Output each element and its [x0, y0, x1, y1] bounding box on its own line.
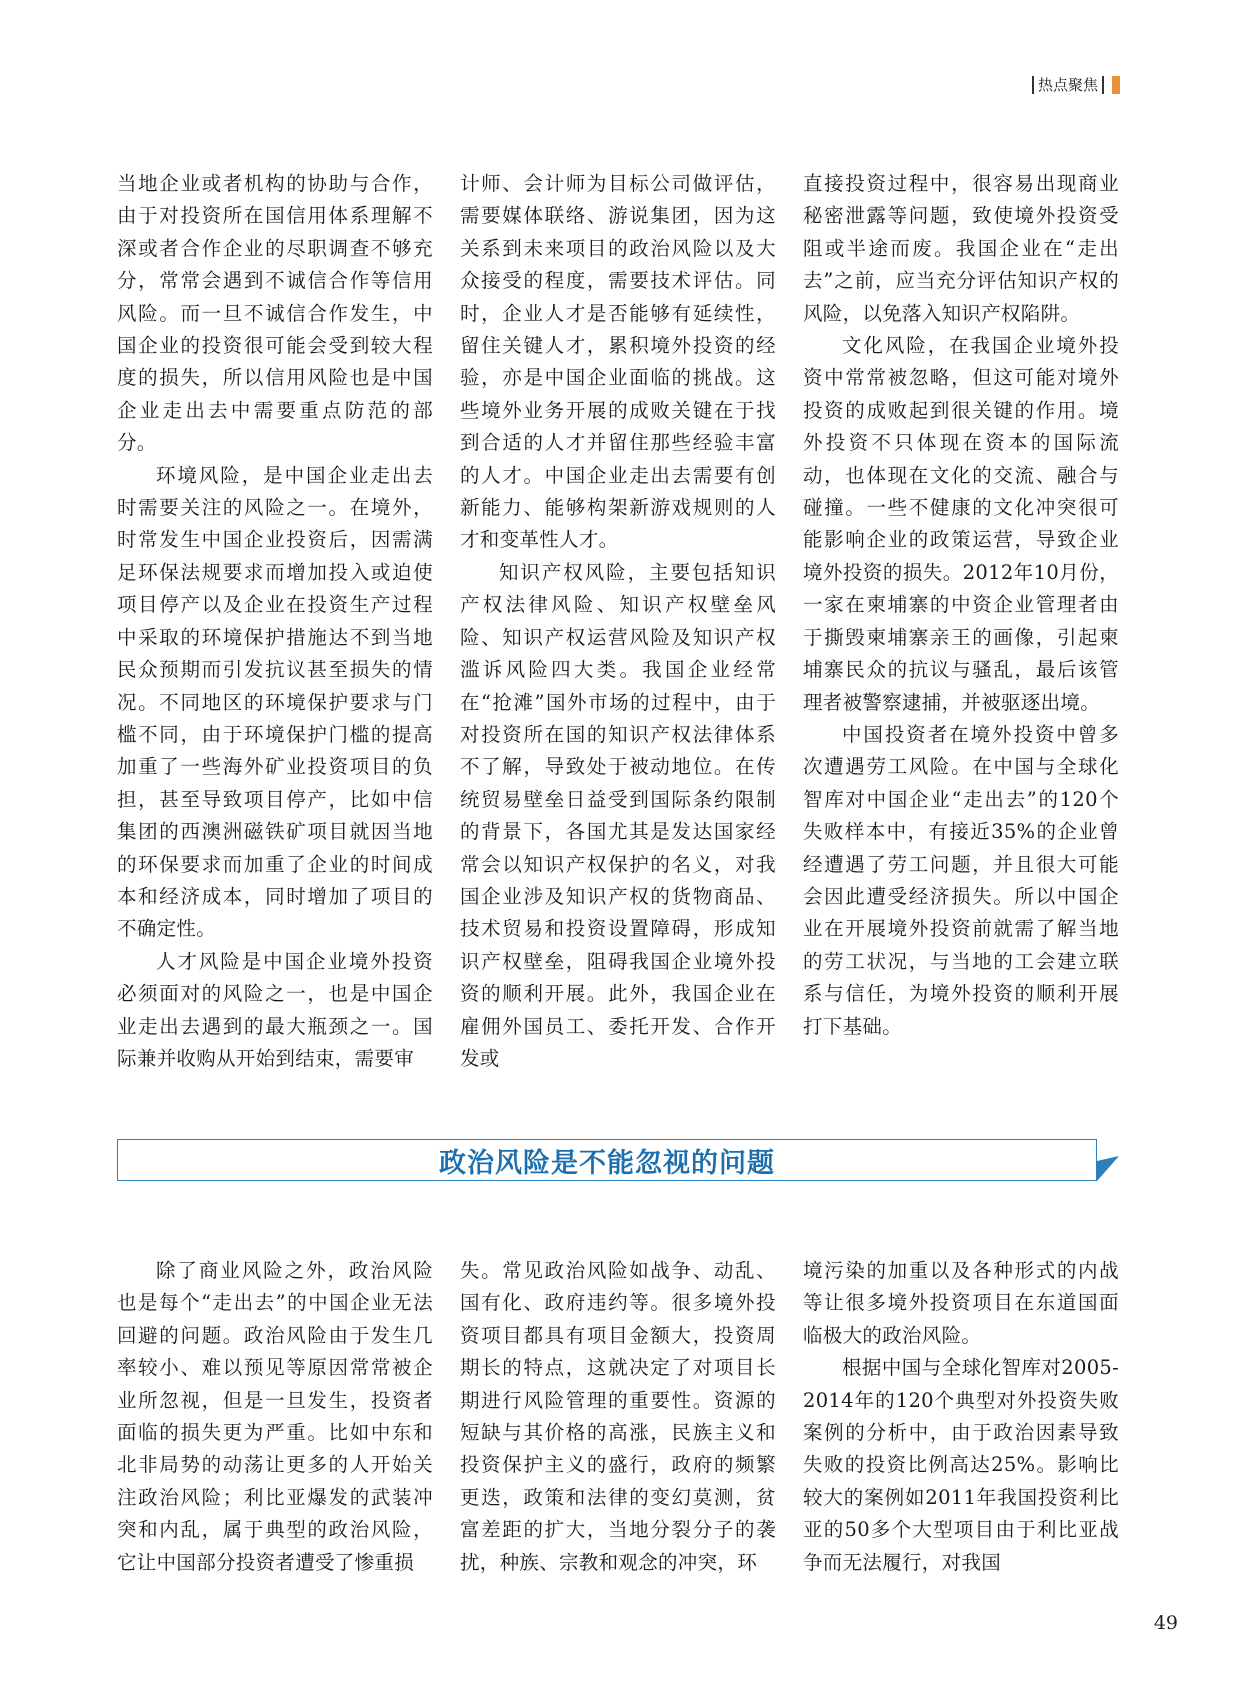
paragraph: 当地企业或者机构的协助与合作，由于对投资所在国信用体系理解不深或者合作企业的尽职调查不够充分，常常会遇到不诚信合作等信用风险。而一旦不诚信合作发生，中国企业的投资很可能会受到较大程度的损失，所以信用风险也是中国企业走出去中需要重点防范的部分。 [117, 172, 433, 455]
paragraph: 失。常见政治风险如战争、动乱、国有化、政府违约等。很多境外投资项目都具有项目金额大，投资周期长的特点，这就决定了对项目长期进行风险管理的重要性。资源的短缺与其价格的高涨，民族主义和投资保护主义的盛行，政府的频繁更迭，政策和法律的变幻莫测，贫富差距的扩大，当地分裂分子的袭扰，种族、宗教和观念的冲突，环 [460, 1259, 776, 1574]
paragraph: 境污染的加重以及各种形式的内战等让很多境外投资项目在东道国面临极大的政治风险。 [803, 1259, 1119, 1347]
section-tag-label: 热点聚焦 [1037, 76, 1098, 94]
tag-bar-left [1032, 76, 1034, 94]
tag-bar-right [1102, 76, 1104, 94]
section2-column-3 [803, 1255, 1119, 1595]
paragraph: 除了商业风险之外，政治风险也是每个“走出去”的中国企业无法回避的问题。政治风险由于发生几率较小、难以预见等原因常常被企业所忽视，但是一旦发生，投资者面临的损失更为严重。比如中东和北非局势的动荡让更多的人开始关注政治风险；利比亚爆发的武装冲突和内乱，属于典型的政治风险，它让中国部分投资者遭受了惨重损 [117, 1259, 433, 1574]
paragraph: 环境风险，是中国企业走出去时需要关注的风险之一。在境外，时常发生中国企业投资后，因需满足环保法规要求而增加投入或迫使项目停产以及企业在投资生产过程中采取的环境保护措施达不到当地民众预期而引发抗议甚至损失的情况。不同地区的环境保护要求与门槛不同，由于环境保护门槛的提高加重了一些海外矿业投资项目的负担，甚至导致项目停产，比如中信集团的西澳洲磁铁矿项目就因当地的环保要求而加重了企业的时间成本和经济成本，同时增加了项目的不确定性。 [117, 463, 433, 941]
section2-column-1 [117, 1255, 433, 1595]
paragraph: 计师、会计师为目标公司做评估，需要媒体联络、游说集团，因为这关系到未来项目的政治风险以及大众接受的程度，需要技术评估。同时，企业人才是否能够有延续性，留住关键人才，累积境外投资的经验，亦是中国企业面临的挑战。这些境外业务开展的成败关键在于找到合适的人才并留住那些经验丰富的人才。中国企业走出去需要有创新能力、能够构架新游戏规则的人才和变革性人才。 [460, 172, 776, 552]
paragraph: 人才风险是中国企业境外投资必须面对的风险之一，也是中国企业走出去遇到的最大瓶颈之一。国际兼并收购从开始到结束，需要审 [117, 949, 433, 1070]
section1-column-1 [117, 168, 433, 1068]
tag-accent-bar [1112, 76, 1120, 94]
page-number: 49 [1153, 1612, 1178, 1634]
section1-column-3 [803, 168, 1119, 1068]
heading-corner-triangle-icon [1097, 1156, 1119, 1181]
paragraph: 知识产权风险，主要包括知识产权法律风险、知识产权壁垒风险、知识产权运营风险及知识产权滥诉风险四大类。我国企业经常在“抢滩”国外市场的过程中，由于对投资所在国的知识产权法律体系不了解，导致处于被动地位。在传统贸易壁垒日益受到国际条约限制的背景下，各国尤其是发达国家经常会以知识产权保护的名义，对我国企业涉及知识产权的货物商品、技术贸易和投资设置障碍，形成知识产权壁垒，阻碍我国企业境外投资的顺利开展。此外，我国企业在雇佣外国员工、委托开发、合作开发或 [460, 560, 776, 1070]
section2-column-2 [460, 1255, 776, 1595]
section-heading: 政治风险是不能忽视的问题 [439, 1147, 775, 1179]
paragraph: 直接投资过程中，很容易出现商业秘密泄露等问题，致使境外投资受阻或半途而废。我国企业在“走出去”之前，应当充分评估知识产权的风险，以免落入知识产权陷阱。 [803, 172, 1119, 325]
section-heading-box [117, 1139, 1097, 1181]
paragraph: 根据中国与全球化智库对2005-2014年的120个典型对外投资失败案例的分析中，由于政治因素导致失败的投资比例高达25%。影响比较大的案例如2011年我国投资利比亚的50多个大型项目由于利比亚战争而无法履行，对我国 [803, 1356, 1119, 1574]
paragraph: 中国投资者在境外投资中曾多次遭遇劳工风险。在中国与全球化智库对中国企业“走出去”的120个失败样本中，有接近35%的企业曾经遭遇了劳工问题，并且很大可能会因此遭受经济损失。所以中国企业在开展境外投资前就需了解当地的劳工状况，与当地的工会建立联系与信任，为境外投资的顺利开展打下基础。 [803, 722, 1119, 1038]
section1-column-2 [460, 168, 776, 1068]
paragraph: 文化风险，在我国企业境外投资中常常被忽略，但这可能对境外投资的成败起到很关键的作用。境外投资不只体现在资本的国际流动，也体现在文化的交流、融合与碰撞。一些不健康的文化冲突很可能影响企业的政策运营，导致企业境外投资的损失。2012年10月份，一家在柬埔寨的中资企业管理者由于撕毁柬埔寨亲王的画像，引起柬埔寨民众的抗议与骚乱，最后该管理者被警察逮捕，并被驱逐出境。 [803, 334, 1119, 714]
section-tag [1032, 74, 1120, 95]
